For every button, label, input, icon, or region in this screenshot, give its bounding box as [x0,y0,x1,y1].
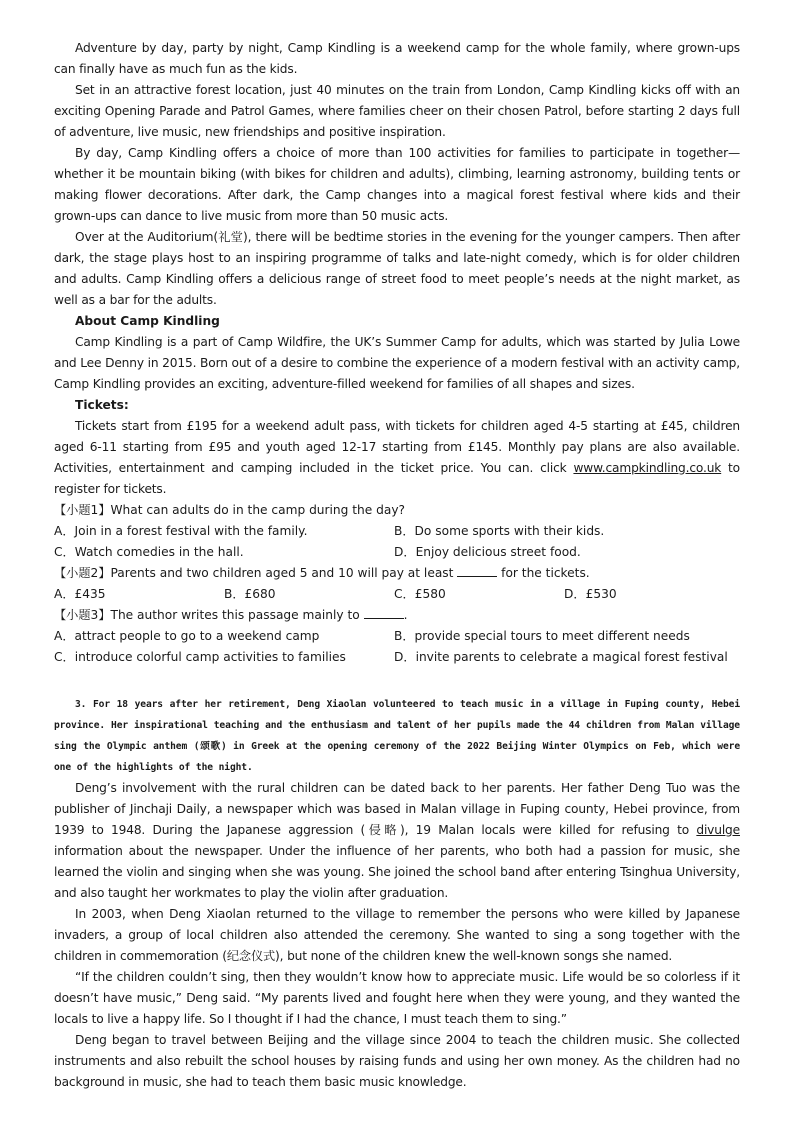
question-1-stem: 【小题1】What can adults do in the camp during the day? [54,503,406,517]
question-2-options-row [54,584,740,605]
question-3-option-d[interactable]: D．invite parents to celebrate a magical forest festival [394,650,728,664]
question-3-stem-text: 【小题3】The author writes this passage mainly to [54,608,364,622]
question-2-option-d[interactable]: D．£530 [564,587,617,601]
section-heading-tickets: Tickets: [75,398,129,412]
passage-paragraph: Over at the Auditorium(礼堂), there will be bedtime stories in the evening for the younger campers. Then after dark, the stage plays host to an inspiring programme of talks and late-night comedy, which is for older children and adults. Camp Kindling offers a delicious range of street food to meet people’s needs at the night market, as well as a bar for the adults. [54,230,740,307]
passage-paragraph: Set in an attractive forest location, just 40 minutes on the train from London, Camp Kindling kicks off with an exciting Opening Parade and Patrol Games, where families cheer on their chosen Patrol, before starting 2 days full of adventure, live music, new friendships and positive inspiration. [54,83,740,139]
question-3-option-c[interactable]: C．introduce colorful camp activities to families [54,650,346,664]
passage-text: Deng’s involvement with the rural children can be dated back to her parents. Her father Deng Tuo was the publisher of Jinchaji Daily, a newspaper which was based in Malan village in Fuping county, Hebei province, from 1939 to 1948. During the Japanese aggression (侵略), 19 Malan locals were killed for refusing to [54,781,740,837]
question-3-option-a[interactable]: A．attract people to go to a weekend camp [54,629,320,643]
section-heading-about: About Camp Kindling [75,314,220,328]
question-1-option-b[interactable]: B．Do some sports with their kids. [394,524,605,538]
passage-paragraph: By day, Camp Kindling offers a choice of more than 100 activities for families to participate in together—whether it be mountain biking (with bikes for children and adults), climbing, learning astronomy, building tents or making flower decorations. After dark, the Camp changes into a magical forest festival where kids and their grown-ups can dance to live music from more than 50 music acts. [54,146,740,223]
question-2-stem [54,563,740,584]
tickets-text-end: to register for tickets. [54,461,740,496]
question-1-options-row-2 [54,542,740,563]
answer-blank [457,564,497,577]
underlined-word: divulge [696,823,740,837]
tickets-paragraph [54,416,740,500]
question-2-option-b[interactable]: B．£680 [224,587,276,601]
website-link[interactable]: www.campkindling.co.uk [573,461,722,475]
section-spacer [54,668,740,694]
question-3-options-row-1 [54,626,740,647]
question-3-option-b[interactable]: B．provide special tours to meet different needs [394,629,690,643]
document-page [54,38,740,1093]
passage-paragraph: “If the children couldn’t sing, then they wouldn’t know how to appreciate music. Life would be so colorless if it doesn’t have music,” Deng said. “My parents lived and fought here when they were young, and they wanted the locals to live a happy life. So I thought if I had the chance, I must teach them to sing.” [54,970,740,1026]
passage-3-intro: 3. For 18 years after her retirement, Deng Xiaolan volunteered to teach music in a village in Fuping county, Hebei province. Her inspirational teaching and the enthusiasm and talent of her pupils made the 44 children from Malan village sing the Olympic anthem (颂歌) in Greek at the opening ceremony of the 2022 Beijing Winter Olympics on Feb, which were one of the highlights of the night. [54,699,740,773]
question-2-stem-end: for the tickets. [497,566,590,580]
passage-text-end: information about the newspaper. Under the influence of her parents, who both had a passion for music, she learned the violin and singing when she was young. She joined the school band after entering Tsinghua University, and also taught her workmates to play the violin after graduation. [54,844,740,900]
question-1-option-a[interactable]: A．Join in a forest festival with the family. [54,524,308,538]
passage-paragraph: Adventure by day, party by night, Camp Kindling is a weekend camp for the whole family, where grown-ups can finally have as much fun as the kids. [54,41,740,76]
question-2-option-a[interactable]: A．£435 [54,587,106,601]
passage-paragraph [54,778,740,904]
passage-paragraph: Deng began to travel between Beijing and the village since 2004 to teach the children music. She collected instruments and also rebuilt the school houses by raising funds and using her own money. As the children had no background in music, she had to teach them basic music knowledge. [54,1033,740,1089]
question-1-options-row-1 [54,521,740,542]
question-3-stem [54,605,740,626]
tickets-text: Tickets start from £195 for a weekend adult pass, with tickets for children aged 4-5 starting at £45, children aged 6-11 starting from £95 and youth aged 12-17 starting from £145. Monthly pay plans are also available. Activities, entertainment and camping included in the ticket price. You can. click [54,419,740,475]
question-1-option-d[interactable]: D．Enjoy delicious street food. [394,545,581,559]
question-3-stem-end: . [403,608,408,622]
question-2-option-c[interactable]: C．£580 [394,587,446,601]
question-3-options-row-2 [54,647,740,668]
passage-paragraph: Camp Kindling is a part of Camp Wildfire, the UK’s Summer Camp for adults, which was started by Julia Lowe and Lee Denny in 2015. Born out of a desire to combine the experience of a modern festival with an activity camp, Camp Kindling provides an exciting, adventure-filled weekend for families of all shapes and sizes. [54,335,740,391]
passage-paragraph: In 2003, when Deng Xiaolan returned to the village to remember the persons who were killed by Japanese invaders, a group of local children also attended the ceremony. She wanted to sing a song together with the children in commemoration (纪念仪式), but none of the children knew the well-known songs she named. [54,907,740,963]
question-2-stem-text: 【小题2】Parents and two children aged 5 and 10 will pay at least [54,566,458,580]
answer-blank [364,606,404,619]
question-1-option-c[interactable]: C．Watch comedies in the hall. [54,545,244,559]
